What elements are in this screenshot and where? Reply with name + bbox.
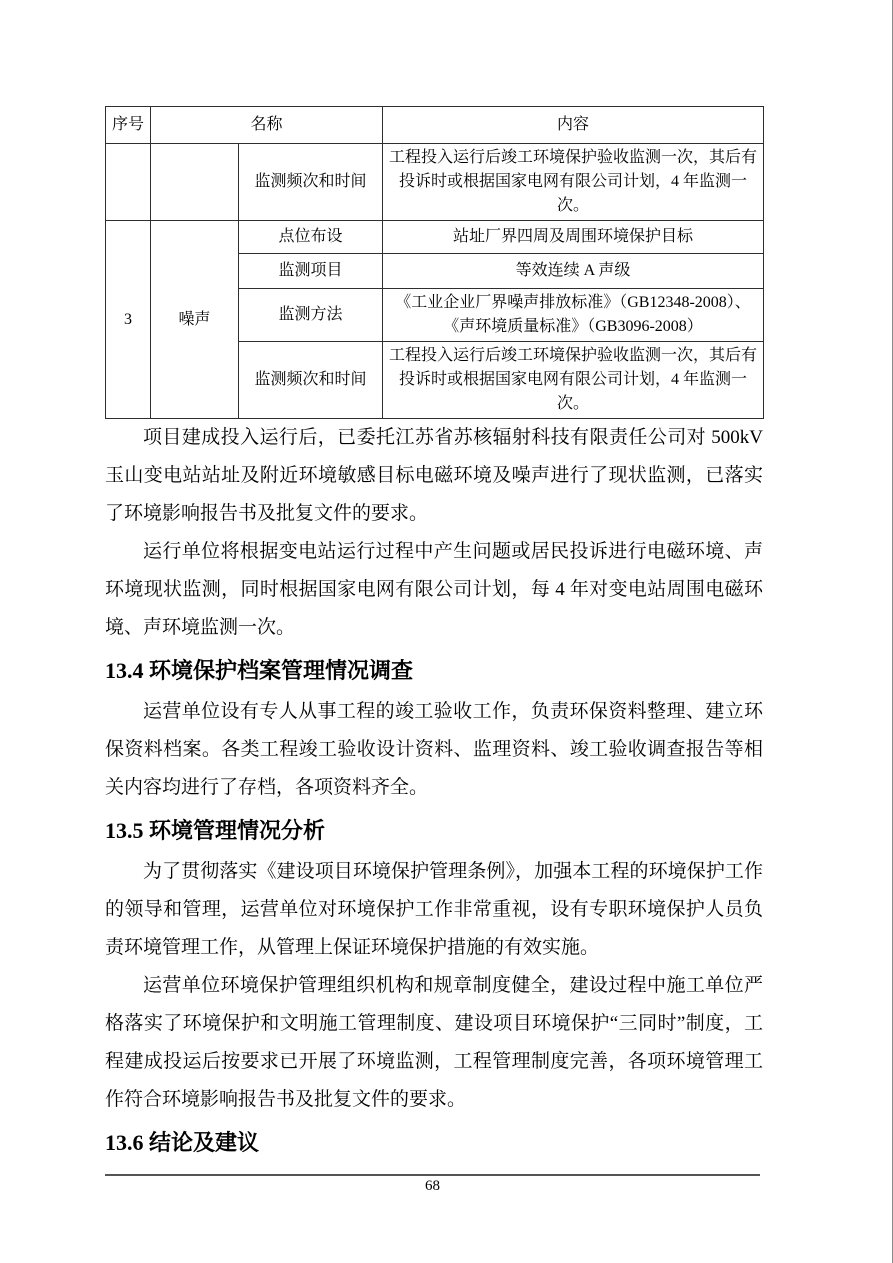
cell-name-noise: 噪声 — [151, 221, 239, 419]
table-row — [106, 221, 764, 254]
paragraph-operation-monitoring: 运行单位将根据变电站运行过程中产生问题或居民投诉进行电磁环境、声环境现状监测，同时根据国家电网有限公司计划，每 4 年对变电站周围电磁环境、声环境监测一次。 — [105, 541, 763, 638]
section-heading-13-4: 13.4 环境保护档案管理情况调查 — [105, 658, 414, 683]
cell-label: 监测频次和时间 — [239, 342, 383, 419]
header-cell-seq: 序号 — [106, 107, 151, 144]
paragraph-monitoring-status: 项目建成投入运行后，已委托江苏省苏核辐射科技有限责任公司对 500kV 玉山变电站站址及附近环境敏感目标电磁环境及噪声进行了现状监测，已落实了环境影响报告书及批复文件的要求。 — [105, 427, 763, 524]
cell-content: 站址厂界四周及周围环境保护目标 — [383, 221, 764, 254]
cell-seq-empty — [106, 144, 151, 221]
table-row — [106, 144, 764, 221]
cell-label: 点位布设 — [239, 221, 383, 254]
section-heading-13-5: 13.5 环境管理情况分析 — [105, 818, 326, 843]
cell-content: 《工业企业厂界噪声排放标准》（GB12348-2008）、《声环境质量标准》（GB3096-2008） — [383, 289, 764, 342]
cell-label: 监测频次和时间 — [239, 144, 383, 221]
cell-content: 工程投入运行后竣工环境保护验收监测一次，其后有投诉时或根据国家电网有限公司计划，4 年监测一次。 — [383, 342, 764, 419]
paragraph-archive-management: 运营单位设有专人从事工程的竣工验收工作，负责环保资料整理、建立环保资料档案。各类工程竣工验收设计资料、监理资料、竣工验收调查报告等相关内容均进行了存档，各项资料齐全。 — [105, 701, 763, 798]
paragraph-management-system: 运营单位环境保护管理组织机构和规章制度健全，建设过程中施工单位严格落实了环境保护和文明施工管理制度、建设项目环境保护“三同时”制度，工程建成投运后按要求已开展了环境监测，工程管理制度完善，各项环境管理工作符合环境影响报告书及批复文件的要求。 — [105, 975, 763, 1110]
cell-content: 工程投入运行后竣工环境保护验收监测一次，其后有投诉时或根据国家电网有限公司计划，4 年监测一次。 — [383, 144, 764, 221]
header-cell-name: 名称 — [151, 107, 383, 144]
page-number: 68 — [425, 1178, 440, 1194]
cell-seq-3: 3 — [106, 221, 151, 419]
cell-content: 等效连续 A 声级 — [383, 254, 764, 289]
section-heading-13-6: 13.6 结论及建议 — [105, 1130, 260, 1155]
table-header-row — [106, 107, 764, 144]
cell-label: 监测项目 — [239, 254, 383, 289]
page-content — [105, 106, 763, 1165]
cell-name-empty — [151, 144, 239, 221]
paragraph-management-regulation: 为了贯彻落实《建设项目环境保护管理条例》，加强本工程的环境保护工作的领导和管理，运营单位对环境保护工作非常重视，设有专职环境保护人员负责环境管理工作，从管理上保证环境保护措施的有效实施。 — [105, 861, 763, 958]
monitoring-plan-table — [105, 106, 764, 419]
cell-label: 监测方法 — [239, 289, 383, 342]
header-cell-content: 内容 — [383, 107, 764, 144]
page-footer — [105, 1174, 760, 1195]
